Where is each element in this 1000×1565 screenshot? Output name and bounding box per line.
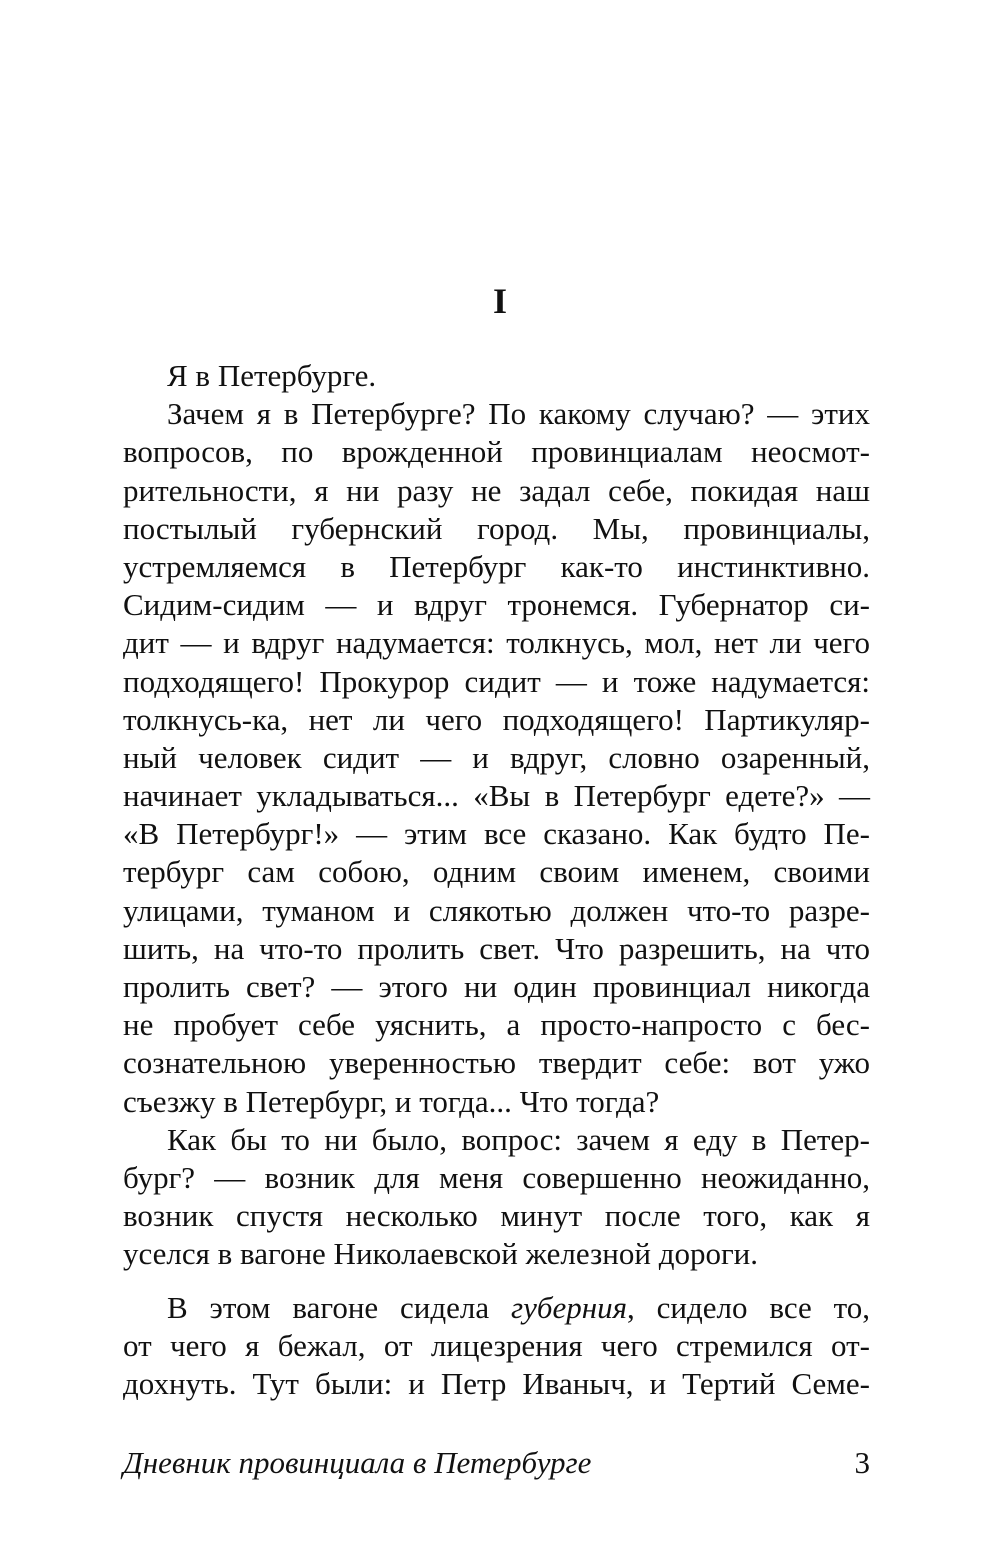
paragraph	[123, 357, 870, 395]
text-line: «В Петербург!» — этим все сказано. Как будто Пе-	[123, 816, 870, 852]
text-line: Как бы то ни было, вопрос: зачем я еду в Петер-	[167, 1121, 870, 1157]
paragraph	[123, 1121, 870, 1274]
text-line: возник спустя несколько минут после того, как я	[123, 1198, 870, 1234]
running-title: Дневник провинциала в Петербурге	[123, 1445, 592, 1480]
text-line: уселся в вагоне Николаевской железной дороги.	[123, 1236, 759, 1272]
chapter-heading: I	[492, 281, 507, 321]
text-line: начинает укладываться... «Вы в Петербург едете?» —	[123, 778, 870, 814]
section-gap	[123, 1274, 870, 1289]
text-line: сознательною уверенностью твердит себе: вот ужо	[123, 1045, 870, 1081]
text-line: Сидим-сидим — и вдруг тронемся. Губернатор си-	[123, 587, 870, 623]
paragraph	[123, 395, 870, 1121]
emphasis-text: губерния	[511, 1289, 628, 1325]
text-line: подходящего! Прокурор сидит — и тоже надумается:	[123, 663, 870, 699]
text-line: Я в Петербурге.	[167, 358, 377, 393]
text-line: от чего я бежал, от лицезрения чего стремился от-	[123, 1327, 870, 1363]
text-line: толкнусь-ка, нет ли чего подходящего! Партикуляр-	[123, 701, 870, 737]
text-line: рительности, я ни разу не задал себе, покидая наш	[123, 472, 870, 508]
page-footer	[123, 1443, 870, 1483]
paragraph	[123, 1289, 870, 1404]
text-line: вопросов, по врожденной провинциалам неосмот-	[123, 434, 870, 470]
text-line	[123, 1289, 870, 1327]
text-line: бург? — возник для меня совершенно неожиданно,	[123, 1159, 870, 1195]
text-line: не пробует себе уяснить, а просто-напросто с бес-	[123, 1007, 870, 1043]
text-span: , сидело все то,	[627, 1289, 870, 1325]
body-text	[123, 357, 870, 1403]
text-line: дит — и вдруг надумается: толкнусь, мол, нет ли чего	[123, 625, 870, 661]
text-line: шить, на что-то пролить свет. Что разрешить, на что	[123, 930, 870, 966]
text-line: съезжу в Петербург, и тогда... Что тогда?	[123, 1083, 660, 1119]
text-line: устремляемся в Петербург как-то инстинктивно.	[123, 548, 870, 584]
text-line: дохнуть. Тут были: и Петр Иваныч, и Тертий Семе-	[123, 1365, 870, 1401]
page-number: 3	[854, 1445, 870, 1480]
text-line: улицами, туманом и слякотью должен что-то разре-	[123, 892, 870, 928]
text-span: В этом вагоне сидела	[167, 1289, 512, 1325]
text-line: тербург сам собою, одним своим именем, своими	[123, 854, 870, 890]
text-line: пролить свет? — этого ни один провинциал никогда	[123, 969, 870, 1004]
text-line: Зачем я в Петербурге? По какому случаю? — этих	[167, 396, 870, 432]
text-line: ный человек сидит — и вдруг, словно озаренный,	[123, 739, 870, 775]
text-line: постылый губернский город. Мы, провинциалы,	[123, 510, 870, 546]
